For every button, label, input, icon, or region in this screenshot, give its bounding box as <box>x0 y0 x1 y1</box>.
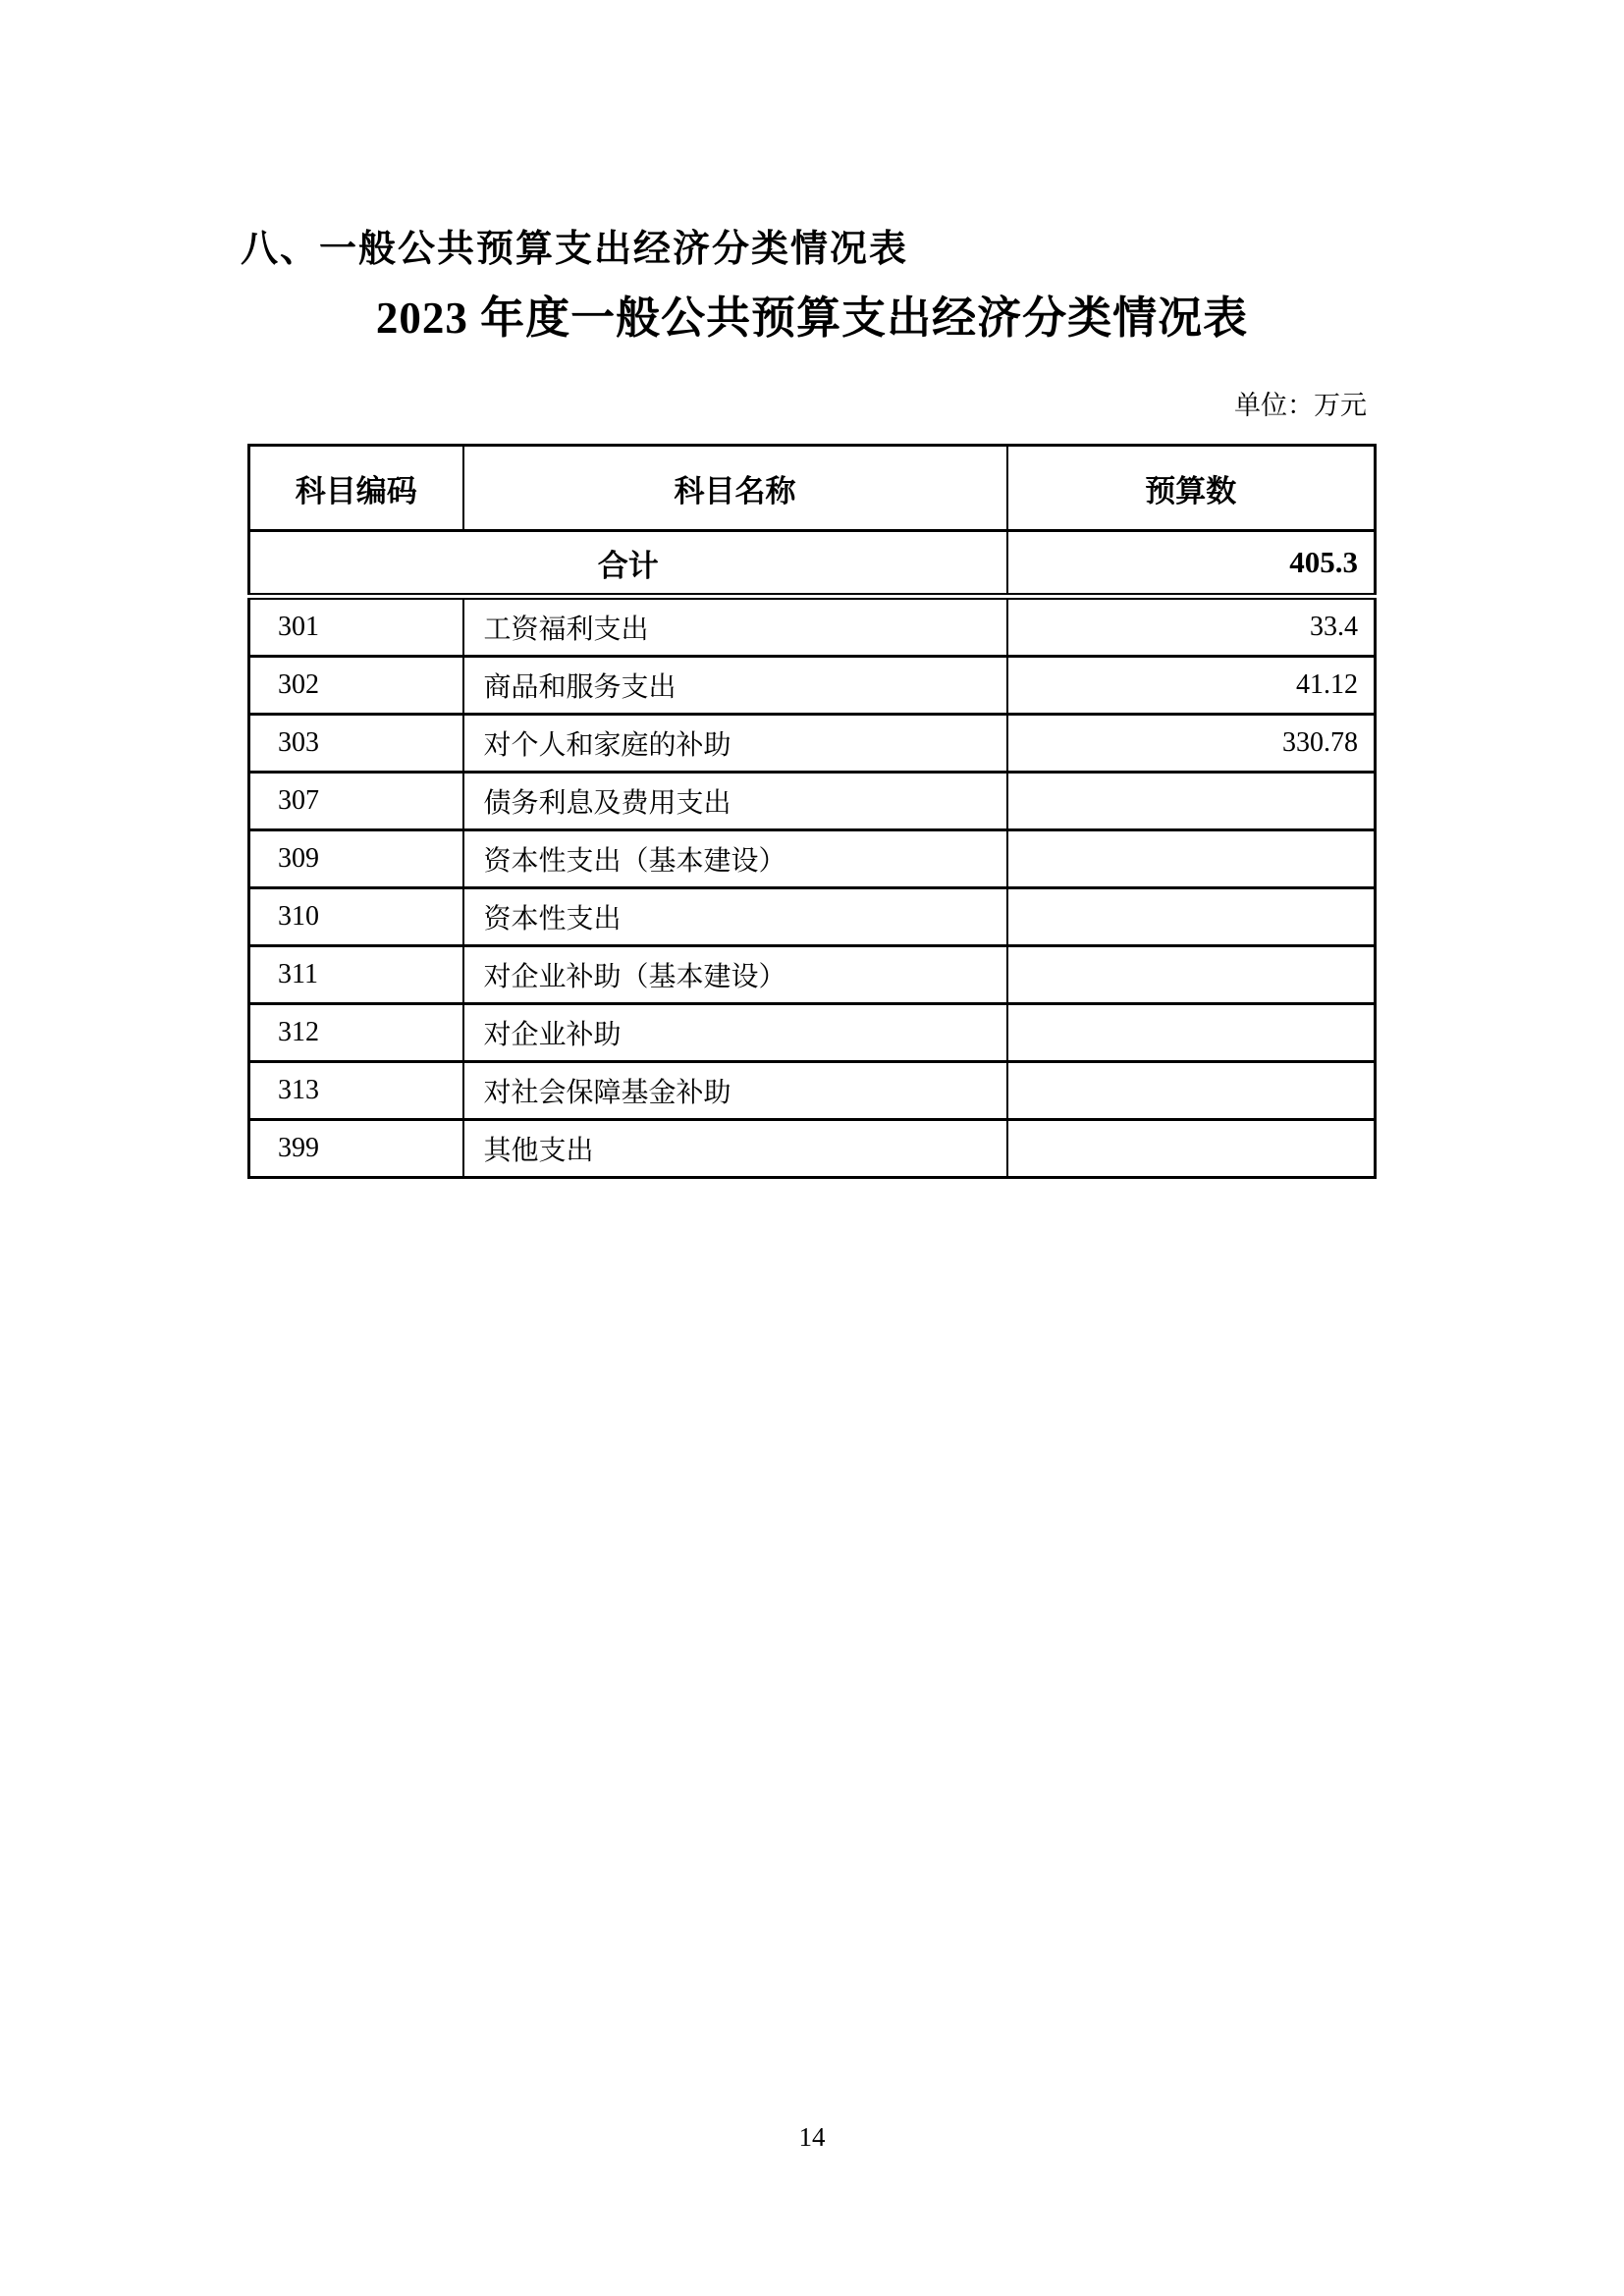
table-title: 2023 年度一般公共预算支出经济分类情况表 <box>375 294 1249 343</box>
subject-code-cell: 312 <box>249 1004 463 1062</box>
subject-name-cell: 工资福利支出 <box>463 597 1007 657</box>
header-subject-name: 科目名称 <box>463 446 1007 531</box>
subject-name-cell: 商品和服务支出 <box>463 657 1007 715</box>
subject-code-cell: 310 <box>249 888 463 946</box>
budget-amount-cell <box>1007 1120 1376 1178</box>
section-heading: 八、一般公共预算支出经济分类情况表 <box>241 229 909 270</box>
subject-code-cell: 301 <box>249 597 463 657</box>
table-header-row <box>249 446 1376 531</box>
table-row <box>249 597 1376 657</box>
table-row <box>249 1062 1376 1120</box>
budget-amount-cell: 41.12 <box>1007 657 1376 715</box>
subject-name-cell: 对个人和家庭的补助 <box>463 715 1007 773</box>
subject-name-cell: 对社会保障基金补助 <box>463 1062 1007 1120</box>
budget-amount-cell: 33.4 <box>1007 597 1376 657</box>
budget-amount-cell <box>1007 1004 1376 1062</box>
subject-code-cell: 307 <box>249 773 463 830</box>
budget-amount-cell <box>1007 830 1376 888</box>
budget-amount-cell <box>1007 888 1376 946</box>
subject-code-cell: 302 <box>249 657 463 715</box>
budget-amount-cell: 330.78 <box>1007 715 1376 773</box>
table-row <box>249 715 1376 773</box>
subject-name-cell: 对企业补助 <box>463 1004 1007 1062</box>
table-row <box>249 773 1376 830</box>
subject-name-cell: 资本性支出（基本建设） <box>463 830 1007 888</box>
budget-amount-cell <box>1007 1062 1376 1120</box>
subject-name-cell: 对企业补助（基本建设） <box>463 946 1007 1004</box>
budget-amount-cell <box>1007 773 1376 830</box>
table-body <box>249 531 1376 1178</box>
subject-code-cell: 311 <box>249 946 463 1004</box>
subject-name-cell: 资本性支出 <box>463 888 1007 946</box>
total-value: 405.3 <box>1007 531 1376 597</box>
subject-name-cell: 债务利息及费用支出 <box>463 773 1007 830</box>
total-row <box>249 531 1376 597</box>
table-row <box>249 946 1376 1004</box>
subject-code-cell: 303 <box>249 715 463 773</box>
budget-table <box>247 444 1377 1179</box>
total-label: 合计 <box>249 531 1007 597</box>
table-row <box>249 657 1376 715</box>
table-row <box>249 830 1376 888</box>
subject-name-cell: 其他支出 <box>463 1120 1007 1178</box>
header-subject-code: 科目编码 <box>249 446 463 531</box>
table-row <box>249 888 1376 946</box>
subject-code-cell: 309 <box>249 830 463 888</box>
table-row <box>249 1004 1376 1062</box>
table-row <box>249 1120 1376 1178</box>
subject-code-cell: 399 <box>249 1120 463 1178</box>
unit-note: 单位：万元 <box>1234 391 1367 420</box>
header-budget-amount: 预算数 <box>1007 446 1376 531</box>
budget-amount-cell <box>1007 946 1376 1004</box>
page-number: 14 <box>798 2122 826 2152</box>
subject-code-cell: 313 <box>249 1062 463 1120</box>
